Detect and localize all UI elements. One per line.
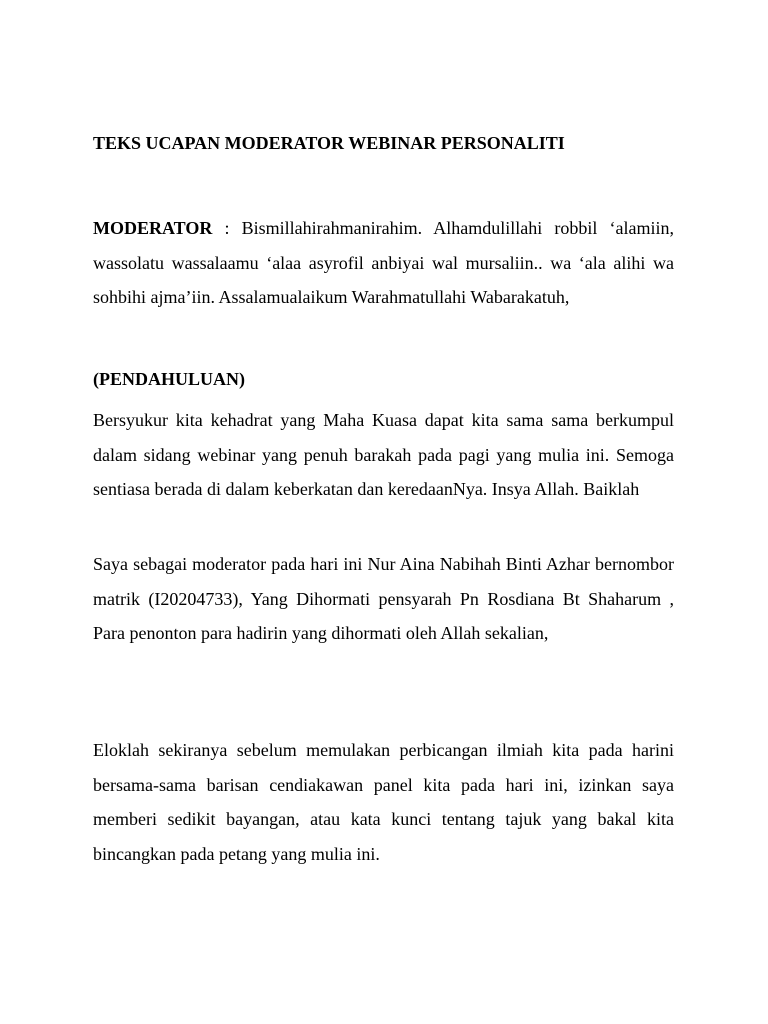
intro-paragraph: Bersyukur kita kehadrat yang Maha Kuasa dapat kita sama sama berkumpul dalam sidang webinar yang penuh barakah pada pagi yang mulia ini. Semoga sentiasa berada di dalam keberkatan dan keredaanNya. Insya Allah. Baiklah (93, 410, 674, 499)
document-title: TEKS UCAPAN MODERATOR WEBINAR PERSONALITI (93, 133, 565, 153)
moderator-label: MODERATOR (93, 218, 213, 238)
moderator-introduction-paragraph: Saya sebagai moderator pada hari ini Nur Aina Nabihah Binti Azhar bernombor matrik (I20204733), Yang Dihormati pensyarah Pn Rosdiana Bt Shaharum , Para penonton para hadirin yang dihormati oleh Allah sekalian, (93, 554, 674, 643)
moderator-opening-text: : Bismillahirahmanirahim. Alhamdulillahi robbil ‘alamiin, wassolatu wassalaamu ‘alaa asyrofil anbiyai wal mursaliin.. wa ‘ala alihi wa sohbihi ajma’iin. Assalamualaikum Warahmatullahi Wabarakatuh, (93, 218, 674, 307)
section-heading: (PENDAHULUAN) (93, 369, 245, 389)
topic-preview-paragraph: Eloklah sekiranya sebelum memulakan perbicangan ilmiah kita pada harini bersama-sama barisan cendiakawan panel kita pada hari ini, izinkan saya memberi sedikit bayangan, atau kata kunci tentang tajuk yang bakal kita bincangkan pada petang yang mulia ini. (93, 740, 674, 864)
moderator-opening-paragraph (93, 211, 674, 315)
